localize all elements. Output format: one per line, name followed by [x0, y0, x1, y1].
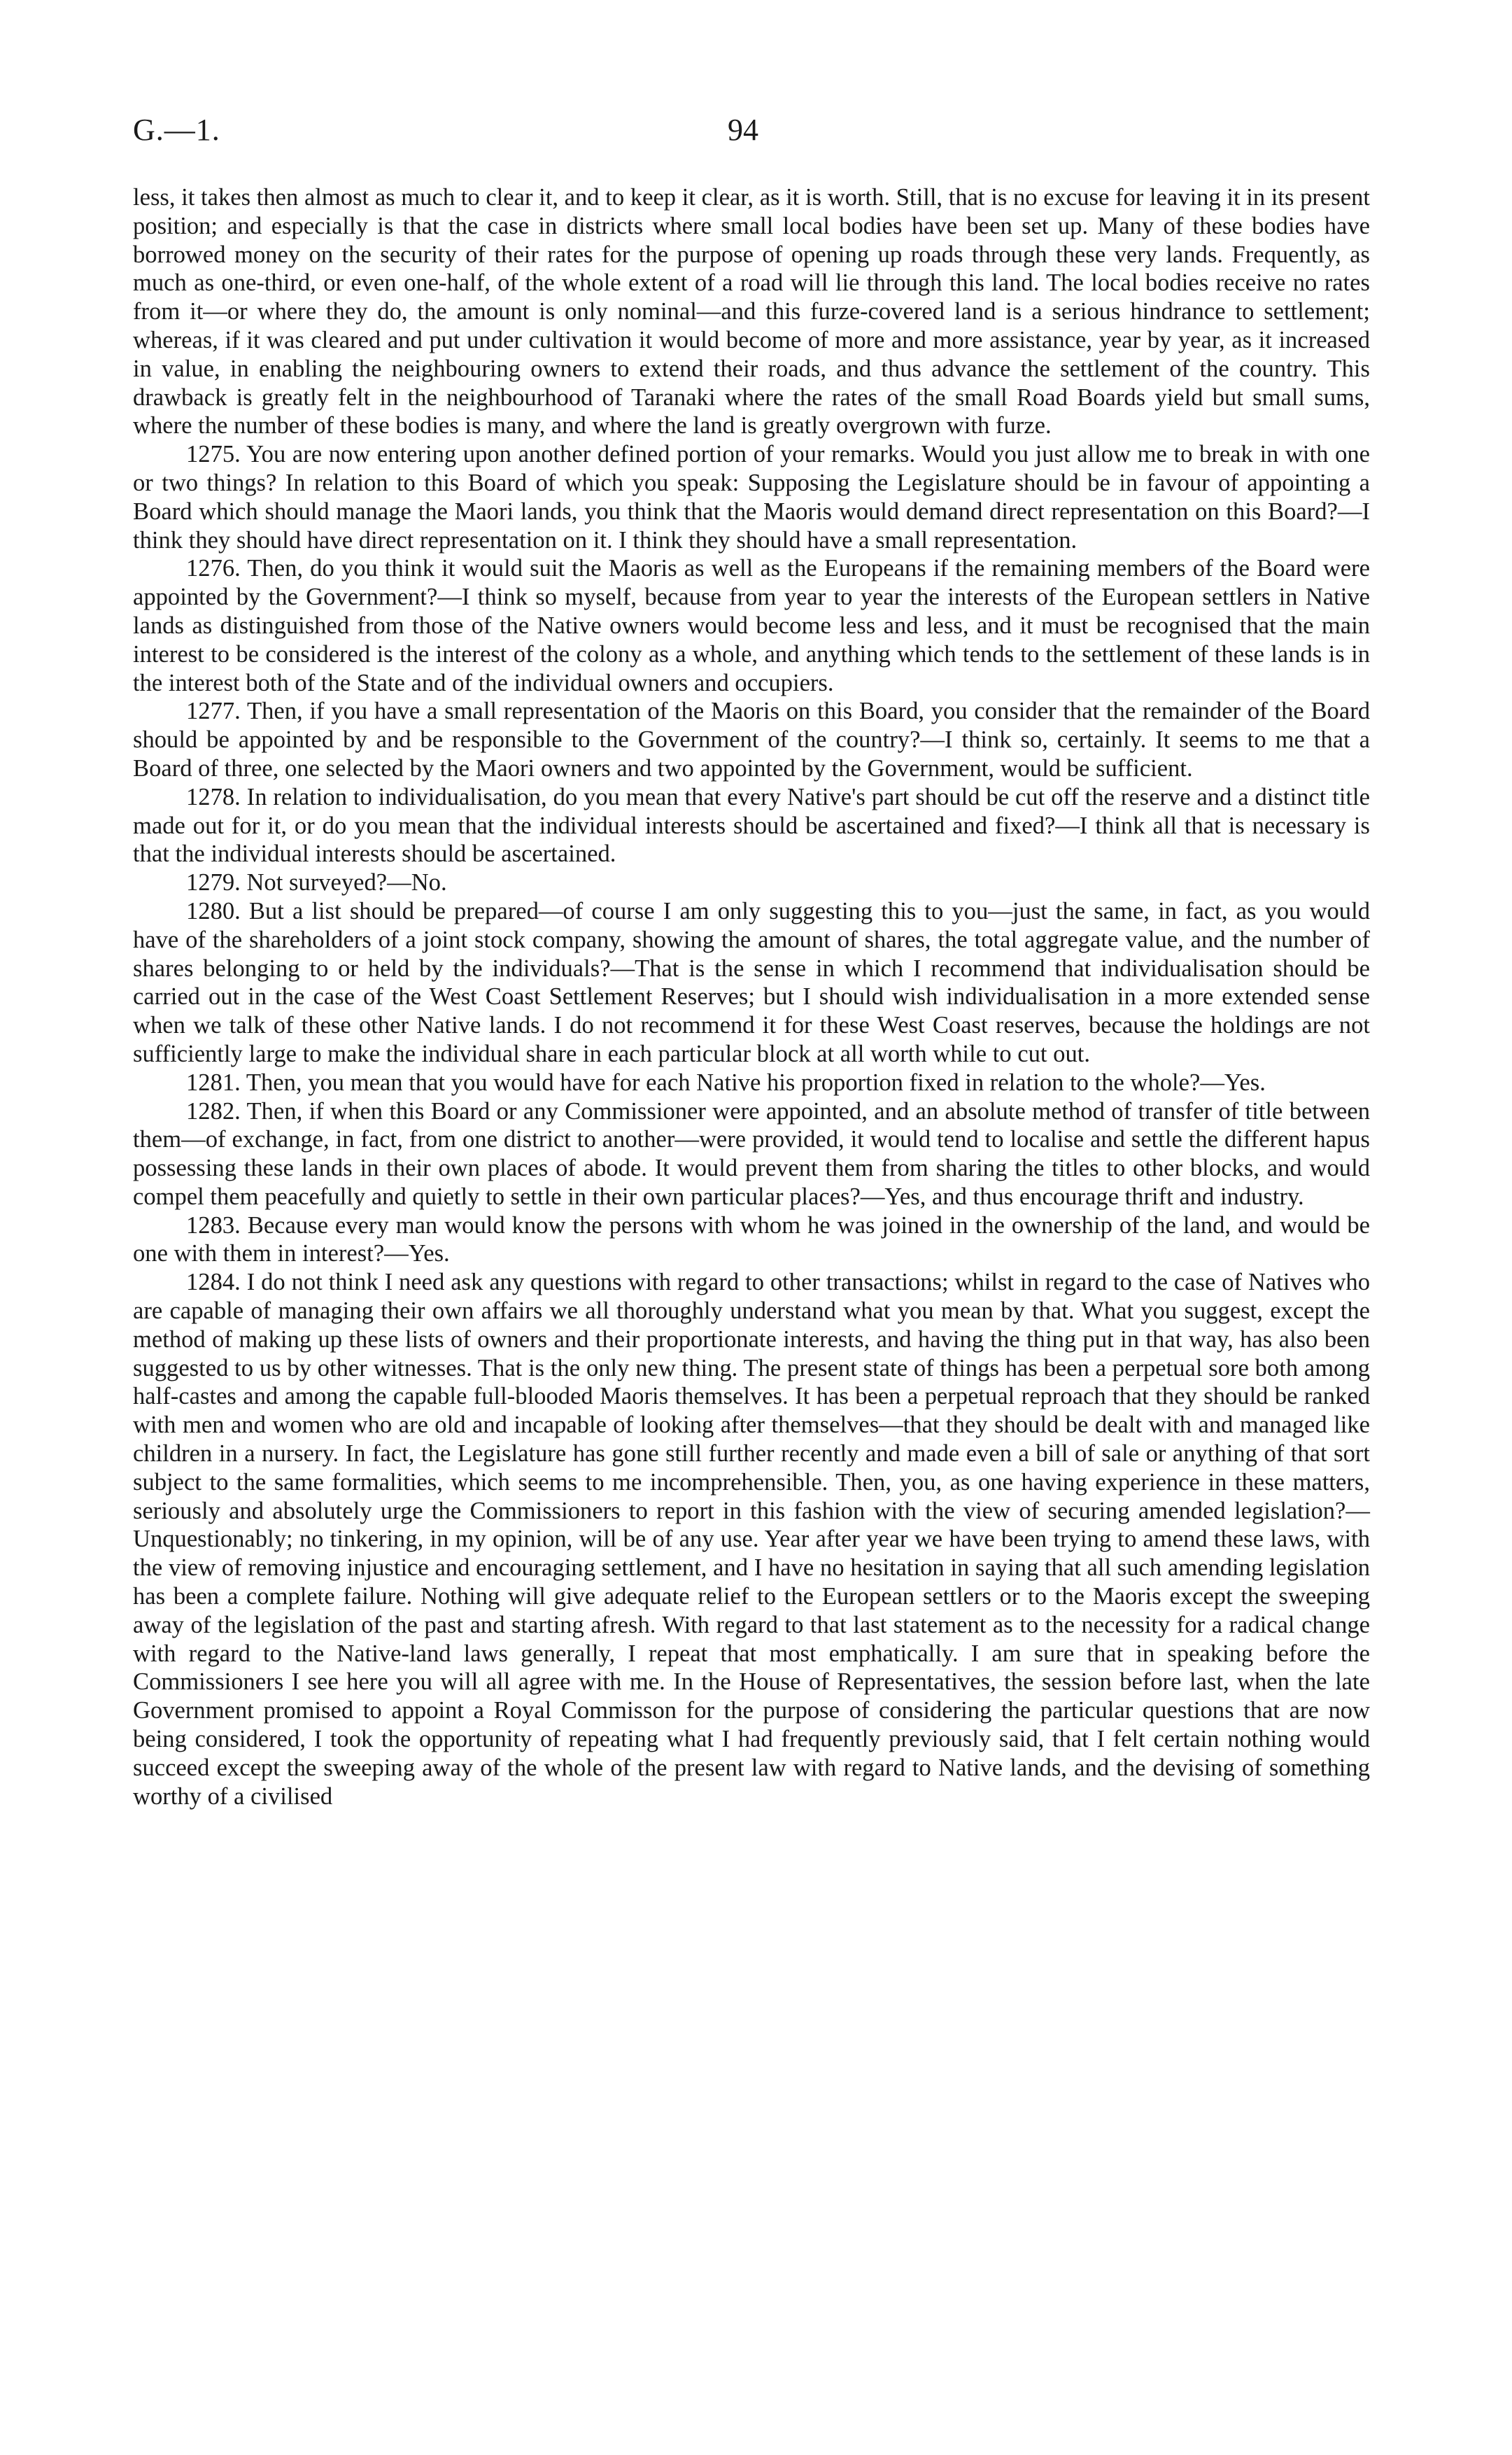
document-body	[133, 183, 1370, 1810]
paragraph-q1281: 1281. Then, you mean that you would have for each Native his proportion fixed in relation to the whole?—Yes.	[186, 1069, 1266, 1096]
page-number: 94	[728, 113, 758, 147]
paragraph-q1284: 1284. I do not think I need ask any questions with regard to other transactions; whilst in regard to the case of Natives who are capable of managing their own affairs we all thoroughly understand what you mean by that. What you suggest, except the method of making up these lists of owners and their proportionate interests, and having the thing put in that way, has also been suggested to us by other witnesses. That is the only new thing. The present state of things has been a perpetual sore both among half-castes and among the capable full-blooded Maoris themselves. It has been a perpetual reproach that they should be ranked with men and women who are old and incapable of looking after themselves—that they should be dealt with and managed like children in a nursery. In fact, the Legislature has gone still further recently and made even a bill of sale or anything of that sort subject to the same formalities, which seems to me incomprehensible. Then, you, as one having experience in these matters, seriously and absolutely urge the Commissioners to report in this fashion with the view of securing amended legislation?—Unquestionably; no tinkering, in my opinion, will be of any use. Year after year we have been trying to amend these laws, with the view of removing injustice and encouraging settlement, and I have no hesitation in saying that all such amending legislation has been a complete failure. Nothing will give adequate relief to the European settlers or to the Maoris except the sweeping away of the legislation of the past and starting afresh. With regard to that last statement as to the necessity for a radical change with regard to the Native-land laws generally, I repeat that most emphatically. I am sure that in speaking before the Commissioners I see here you will all agree with me. In the House of Representatives, the session before last, when the late Government promised to appoint a Royal Commisson for the purpose of considering the particular questions that are now being considered, I took the opportunity of repeating what I had frequently previously said, that I felt certain nothing would succeed except the sweeping away of the whole of the present law with regard to Native lands, and the devising of something worthy of a civilised	[133, 1269, 1370, 1810]
paragraph-q1278: 1278. In relation to individualisation, do you mean that every Native's part should be cut off the reserve and a distinct title made out for it, or do you mean that the individual interests should be ascertained and fixed?—I think all that is necessary is that the individual interests should be ascertained.	[133, 783, 1370, 868]
paragraph-q1280: 1280. But a list should be prepared—of course I am only suggesting this to you—just the same, in fact, as you would have of the shareholders of a joint stock company, showing the amount of shares, the total aggregate value, and the number of shares belonging to or held by the individuals?—That is the sense in which I recommend that individualisation should be carried out in the case of the West Coast Settlement Reserves; but I should wish individualisation in a more extended sense when we talk of these other Native lands. I do not recommend it for these West Coast reserves, because the holdings are not sufficiently large to make the individual share in each particular block at all worth while to cut out.	[133, 897, 1370, 1067]
paragraph-q1279: 1279. Not surveyed?—No.	[186, 869, 447, 896]
paragraph-q1275: 1275. You are now entering upon another defined portion of your remarks. Would you just allow me to break in with one or two things? In relation to this Board of which you speak: Supposing the Legislature should be in favour of appointing a Board which should manage the Maori lands, you think that the Maoris would demand direct representation on this Board?—I think they should have direct representation on it. I think they should have a small representation.	[133, 441, 1370, 554]
sheet-reference: G.—1.	[133, 113, 220, 147]
paragraph-continued: less, it takes then almost as much to clear it, and to keep it clear, as it is worth. Still, that is no excuse for leaving it in its present position; and especially is that the case in districts where small local bodies have been set up. Many of these bodies have borrowed money on the security of their rates for the purpose of opening up roads through these very lands. Frequently, as much as one-third, or even one-half, of the whole extent of a road will lie through this land. The local bodies receive no rates from it—or where they do, the amount is only nominal—and this furze-covered land is a serious hindrance to settlement; whereas, if it was cleared and put under cultivation it would become of more and more assistance, year by year, as it increased in value, in enabling the neighbouring owners to extend their roads, and thus advance the settlement of the country. This drawback is greatly felt in the neighbourhood of Taranaki where the rates of the small Road Boards yield but small sums, where the number of these bodies is many, and where the land is greatly overgrown with furze.	[133, 184, 1370, 439]
paragraph-q1282: 1282. Then, if when this Board or any Commissioner were appointed, and an absolute method of transfer of title between them—of exchange, in fact, from one district to another—were provided, it would tend to localise and settle the different hapus possessing these lands in their own places of abode. It would prevent them from sharing the titles to other blocks, and would compel them peacefully and quietly to settle in their own particular places?—Yes, and thus encourage thrift and industry.	[133, 1097, 1370, 1210]
paragraph-q1283: 1283. Because every man would know the persons with whom he was joined in the ownership of the land, and would be one with them in interest?—Yes.	[133, 1211, 1370, 1267]
paragraph-q1276: 1276. Then, do you think it would suit the Maoris as well as the Europeans if the remaining members of the Board were appointed by the Government?—I think so myself, because from year to year the interests of the European settlers in Native lands as distinguished from those of the Native owners would become less and less, and it must be recognised that the main interest to be considered is the interest of the colony as a whole, and anything which tends to the settlement of these lands is in the interest both of the State and of the individual owners and occupiers.	[133, 555, 1370, 696]
page-header	[133, 112, 1378, 161]
paragraph-q1277: 1277. Then, if you have a small representation of the Maoris on this Board, you consider that the remainder of the Board should be appointed by and be responsible to the Government of the country?—I think so, certainly. It seems to me that a Board of three, one selected by the Maori owners and two appointed by the Government, would be sufficient.	[133, 698, 1370, 782]
